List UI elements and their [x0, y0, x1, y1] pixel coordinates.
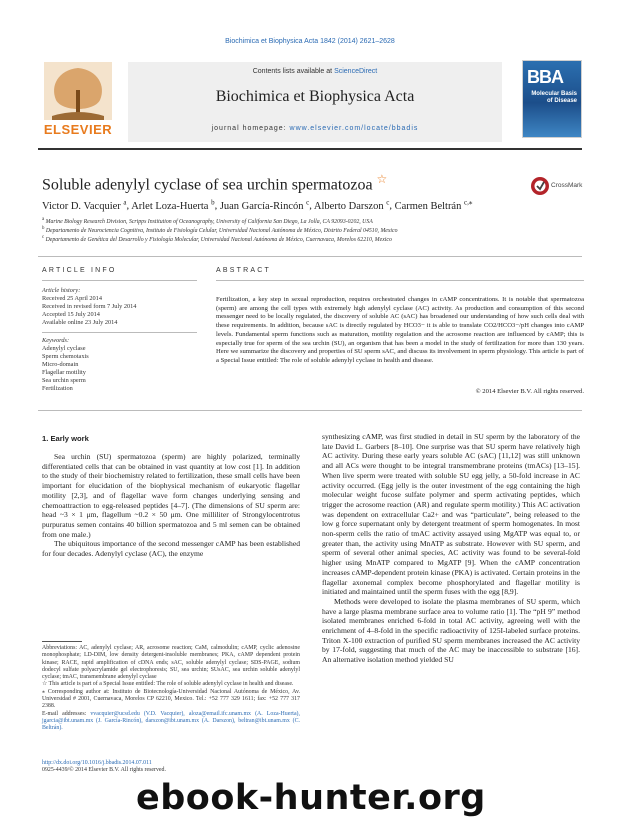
paragraph: The ubiquitous importance of the second messenger cAMP has been established for four decades. Adenylyl cyclase (AC), the enzyme: [42, 539, 300, 559]
watermark: ebook-hunter.org: [136, 778, 486, 818]
crossmark-label: CrossMark: [551, 182, 583, 189]
rights-line: 0925-4439/© 2014 Elsevier B.V. All rights reserved.: [42, 767, 166, 774]
history-entry: Available online 23 July 2014: [42, 319, 118, 326]
sciencedirect-link[interactable]: ScienceDirect: [334, 68, 378, 75]
journal-name: Biochimica et Biophysica Acta: [215, 88, 415, 105]
body-right-column: [322, 432, 580, 665]
article-info-heading: ARTICLE INFO: [42, 267, 117, 274]
keyword: Fertilization: [42, 385, 73, 392]
title-footnote-mark[interactable]: ☆: [376, 172, 388, 186]
abstract-copyright: © 2014 Elsevier B.V. All rights reserved.: [475, 388, 584, 395]
cover-letters: BBA: [527, 67, 563, 87]
journal-citation[interactable]: Biochimica et Biophysica Acta 1842 (2014) 2621–2628: [225, 38, 395, 45]
journal-masthead: [128, 62, 502, 142]
affiliation-rule: [38, 256, 582, 257]
keyword: Adenylyl cyclase: [42, 345, 86, 352]
abstract-heading: ABSTRACT: [216, 267, 271, 274]
homepage-prefix: journal homepage:: [211, 125, 290, 132]
author-list: Victor D. Vacquier $^a$, Arlet Loza-Huerta $^b$, Juan García-Rincón $^c$, Alberto Darszon $^c$, Carmen Beltrán $^{c,⁎}$: [42, 198, 473, 212]
history-entry: Received 25 April 2014: [42, 295, 102, 302]
author[interactable]: Victor D. Vacquier $^a$: [42, 198, 127, 212]
history-rule: [42, 332, 197, 333]
author[interactable]: Carmen Beltrán $^{c,⁎}$: [394, 198, 473, 212]
crossmark-badge[interactable]: [530, 176, 586, 196]
paragraph: Methods were developed to isolate the plasma membranes of SU sperm, which have a large plasma membrane surface area to volume ratio [1]. The “pH 9” method isolated membranes enriched 6-fold in total AC activity, agreeing well with the enrichment of 4–8-fold in the specific radioactivity of 125I-labeled surface proteins. Triton X-100 extraction of purified SU sperm membranes increased the AC activity by 17-fold, suggesting that much of the AC may be inaccessible to substrate [16]. An alternative isolation method yielded SU: [322, 596, 580, 665]
keywords: [42, 337, 192, 393]
homepage-link[interactable]: www.elsevier.com/locate/bbadis: [289, 125, 419, 132]
keyword: Micro-domain: [42, 361, 79, 368]
keywords-label: Keywords:: [42, 337, 70, 344]
affiliation: $^a$ Marine Biology Research Division, Scripps Institution of Oceanography, University of California San Diego, La Jolla, CA 92093-0202, USA: [42, 217, 373, 225]
article-info-rule: [42, 280, 197, 281]
doi-block: [42, 760, 166, 775]
special-issue-footnote: ☆ This article is part of a Special Issue entitled: The role of soluble adenylyl cyclase in health and disease.: [42, 681, 294, 688]
keyword: Sea urchin sperm: [42, 377, 86, 384]
section-heading: 1. Early work: [42, 434, 89, 443]
homepage-line: [128, 125, 502, 132]
author[interactable]: Juan García-Rincón $^c$: [219, 198, 310, 212]
keyword: Sperm chemotaxis: [42, 353, 89, 360]
history-entry: Accepted 15 July 2014: [42, 311, 100, 318]
history-entry: Received in revised form 7 July 2014: [42, 303, 137, 310]
article-history: [42, 287, 192, 327]
history-label: Article history:: [42, 287, 81, 294]
body-left-column: [42, 452, 300, 559]
abstract-end-rule: [38, 410, 582, 411]
contents-prefix: Contents lists available at: [252, 68, 335, 75]
corresponding-author-footnote: ⁎ Corresponding author at: Instituto de Biotecnología-Universidad Nacional Autónoma de México, Av. Universidad # 2001, Cuernavaca, Morelos CP 62210, Mexico. Tel.: +52 777 329 1611; fax: +52 777 317 2388.: [42, 688, 300, 710]
affiliation: $^c$ Departamento de Genética del Desarrollo y Fisiología Molecular, Universidad Nacional Autónoma de México, Cuernavaca, Morelos 62210, Mexico: [42, 235, 392, 243]
abstract-rule: [216, 280, 584, 281]
header-rule: [38, 148, 582, 150]
author[interactable]: Arlet Loza-Huerta $^b$: [131, 198, 215, 212]
email-links[interactable]: (A. Darszon), beltran@ibt.unam.mx (C. Beltrán).: [42, 717, 300, 732]
crossmark-icon: [530, 176, 550, 196]
abstract-text: Fertilization, a key step in sexual reproduction, requires orchestrated changes in cAMP concentrations. It is notable that spermatozoa (sperm) are among the cell types with extremely high adenylyl cyclase (AC) activity. As production and consumption of this second messenger need to be locally regulated, the discovery of soluble AC (sAC) has broadened our understanding of how such cells deal with these requirements. In addition, because sAC is directly regulated by HCO3− it is able to translate CO2/HCO3−/pH changes into cAMP levels. Fundamental sperm functions such as maturation, motility regulation and the acrosome reaction are influenced by cAMP; this is especially true for sperm of the sea urchin (SU), an organism that has been a model in the study of fertilization for more than 130 years. Here we summarize the discovery and properties of SU sperm sAC, and discuss its involvement in sperm physiology. This article is part of a Special Issue entitled: The role of soluble adenylyl cyclase in health and disease.: [216, 296, 584, 364]
email-footnote: [42, 711, 300, 733]
footnote-rule: [42, 641, 82, 642]
paragraph: Sea urchin (SU) spermatozoa (sperm) are highly polarized, terminally differentiated cells that can be obtained in vast quantity at low cost [1]. In addition to the study of their biochemistry related to fertilization, these small cells have been important for elucidation of the biophysical mechanism of eukaryotic flagellar motility [2,3], and of flagellar wave form changes underlying sensing and chemoattraction to egg-released peptides [4–7]. (The dimensions of SU sperm are: head ~3 × 1 μm, flagellum ~0.2 × 50 μm. One milliliter of Strongylocentrotus purpuratus semen contains 40 billion spermatozoa and 5 ml semen can be obtained from one male.): [42, 452, 300, 539]
email-links[interactable]: (A. Loza-Huerta), jgarcia@ibt.unam.mx (J. García-Rincón), darszon@ibt.unam.mx: [42, 710, 300, 724]
email-label: E-mail addresses:: [42, 710, 87, 717]
keyword: Flagellar motility: [42, 369, 86, 376]
affiliation: $^b$ Departamento de Neurociencia Cognitiva, Instituto de Fisiología Celular, Universidad Nacional Autónoma de México, Distrito Federal 04510, Mexico: [42, 226, 398, 234]
article-title: [42, 172, 387, 194]
author[interactable]: Alberto Darszon $^c$: [313, 198, 390, 212]
article-title-text: Soluble adenylyl cyclase of sea urchin spermatozoa: [42, 176, 373, 194]
doi-link[interactable]: http://dx.doi.org/10.1016/j.bbadis.2014.07.011: [42, 760, 152, 766]
email-links[interactable]: vvacquier@ucsd.edu (V.D. Vacquier), aloza@email.ifc.unam.mx: [90, 710, 252, 717]
journal-cover-image: [522, 60, 582, 138]
paragraph: synthesizing cAMP, was first studied in detail in SU sperm by the laboratory of the late David L. Garbers [8–10]. One surprise was that SU sperm have relatively high AC activity. During these early years soluble AC (sAC) [11,12] was still unknown and all ACs were thought to be integral transmembrane proteins (tmACs) [13–15]. When live sperm were treated with soluble SU egg jelly, a 50-fold increase in AC activity occurred. (Egg jelly is the outer investment of the egg containing the high molecular weight fucose sulfate polymer and sperm activating peptides, which trigger the acrosome reaction (AR) and regulate sperm motility.) This AC activation was dependent on extracellular Ca2+ and was “particulate”, being released to the low g force supernatant only by detergent treatment of sperm homogenates. In most non-sperm cells the ratio of tmAC activity assayed using MgATP was equal to, or greater than, the activity using MnATP as substrate. However with SU sperm, and sperm of several other animal species, AC activity was found to be several-fold higher using MnATP compared to MgATP [9]. When the cAMP concentration increases cAMP-dependent protein kinase (PKA) is activated. Certain proteins in the flagellar axonemal complex become phosphorylated and flagellar motility is initiated and maintained until the sperm fuses with the egg [8,9].: [322, 432, 580, 597]
publisher-logo-text: ELSEVIER: [43, 122, 113, 137]
cover-subtitle: Molecular Basis of Disease: [531, 91, 577, 104]
contents-line: [128, 68, 502, 75]
footnotes: [42, 645, 300, 733]
abbreviations-footnote: Abbreviations: AC, adenylyl cyclase; AR, acrosome reaction; CaM, calmodulin; cAMP, cyclic adenosine monophosphate; LD-DIM, low density detergent-insoluble membranes; PKA, cAMP dependent protein kinase; RACE, rapid amplification of cDNA ends; sAC, soluble adenylyl cyclase; SDS-PAGE, sodium dodecyl sulfate polyacrylamide gel electrophoresis; SU, sea urchin; SUsAC, sea urchin soluble adenylyl cyclase; tmAC, transmembrane adenylyl cyclase: [42, 645, 300, 681]
